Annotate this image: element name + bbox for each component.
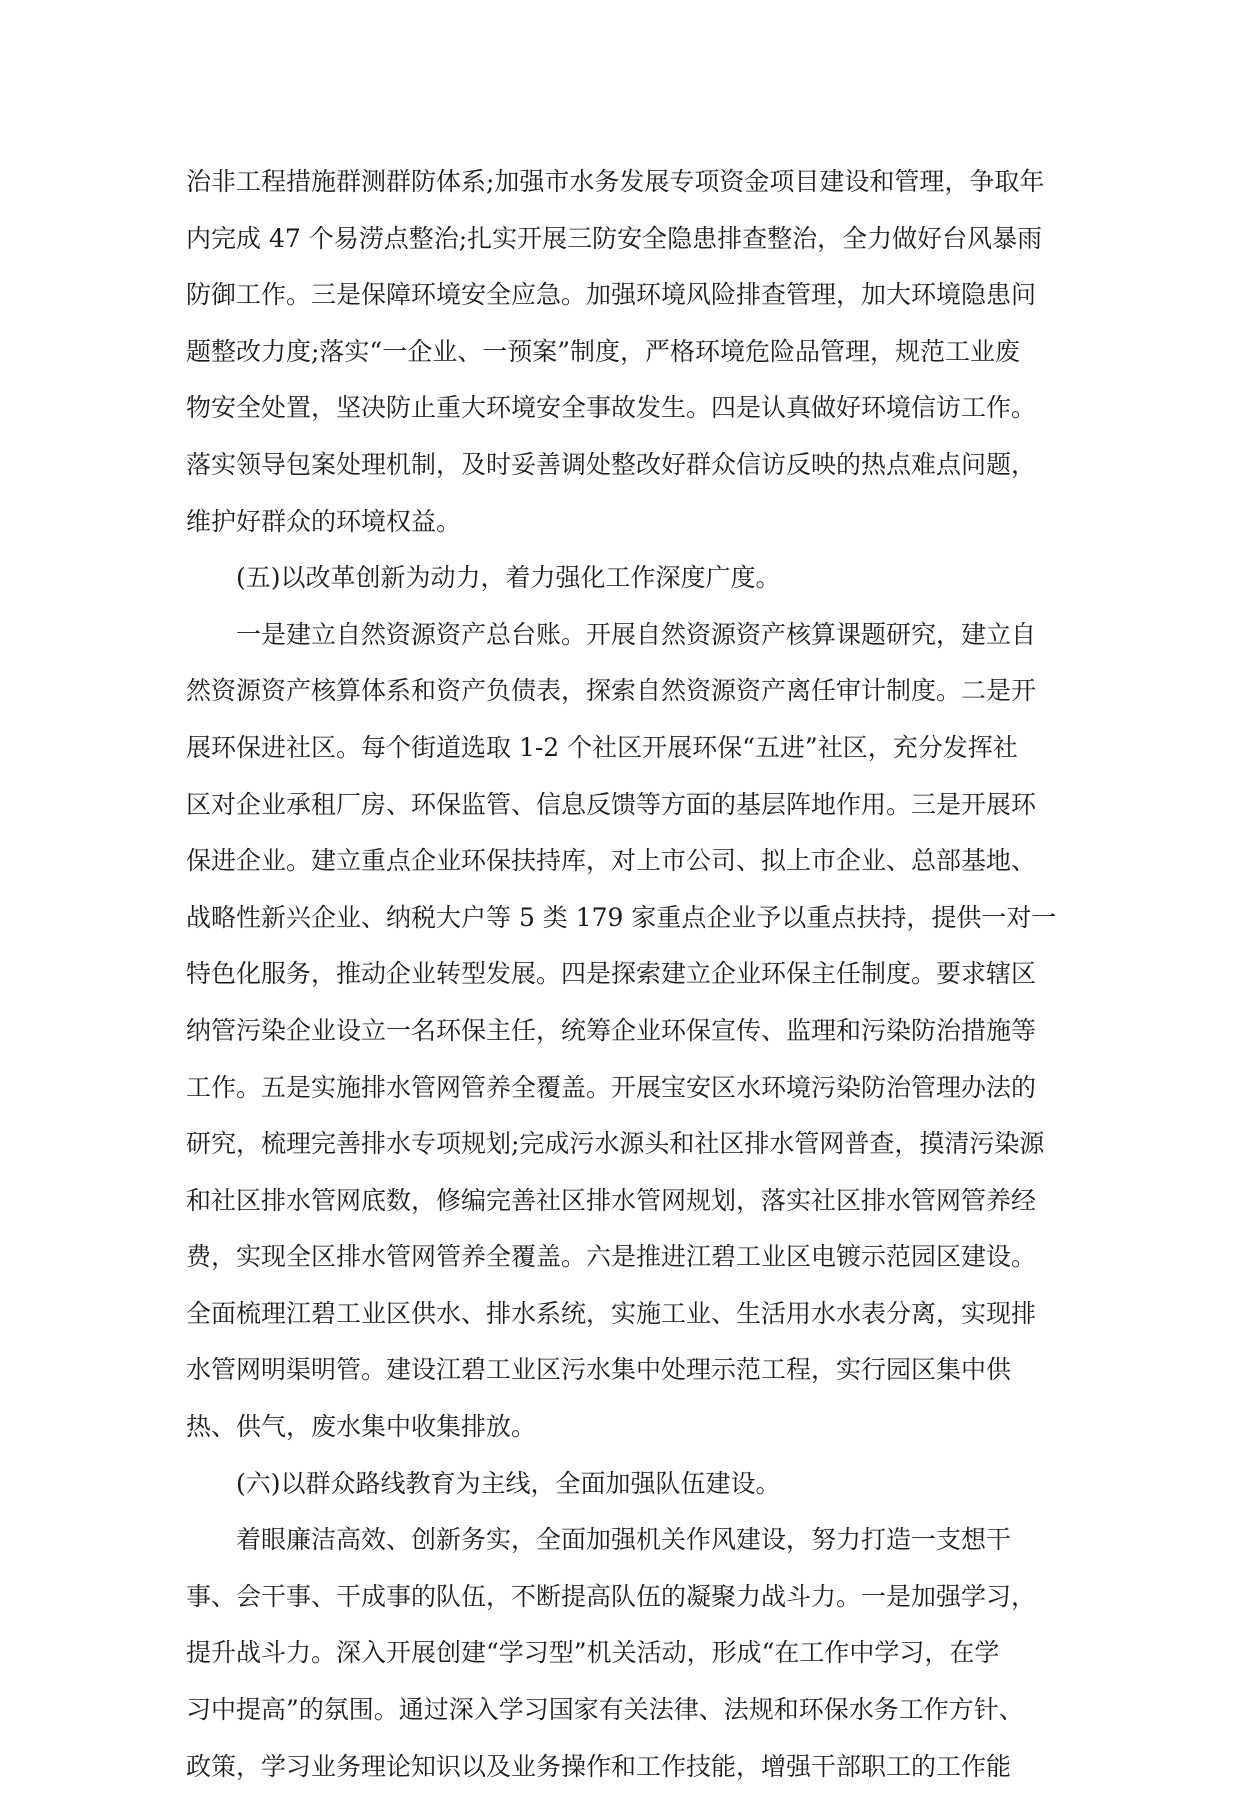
text-line: 题整改力度;落实“一企业、一预案”制度，严格环境危险品管理，规范工业废: [186, 336, 1020, 366]
text-line: 热、供气，废水集中收集排放。: [186, 1412, 537, 1442]
text-line: 水管网明渠明管。建设江碧工业区污水集中处理示范工程，实行园区集中供: [186, 1355, 1012, 1385]
section-heading: (五)以改革创新为动力，着力强化工作深度广度。: [186, 563, 781, 593]
text-line: 工作。五是实施排水管网管养全覆盖。开展宝安区水环境污染防治管理办法的: [186, 1072, 1037, 1102]
text-line: 区对企业承租厂房、环保监管、信息反馈等方面的基层阵地作用。三是开展环: [186, 789, 1037, 819]
text-line: 内完成 47 个易涝点整治;扎实开展三防安全隐患排查整治，全力做好台风暴雨: [186, 223, 1043, 253]
text-line: 落实领导包案处理机制，及时妥善调处整改好群众信访反映的热点难点问题，: [186, 449, 1037, 479]
text-line: 全面梳理江碧工业区供水、排水系统，实施工业、生活用水水表分离，实现排: [186, 1298, 1037, 1328]
text-line: 保进企业。建立重点企业环保扶持库，对上市公司、拟上市企业、总部基地、: [186, 846, 1037, 876]
text-line: 战略性新兴企业、纳税大户等 5 类 179 家重点企业予以重点扶持，提供一对一: [186, 902, 1056, 932]
text-line: 提升战斗力。深入开展创建“学习型”机关活动，形成“在工作中学习，在学: [186, 1638, 1000, 1668]
text-line: 一是建立自然资源资产总台账。开展自然资源资产核算课题研究，建立自: [186, 619, 1037, 649]
text-line: 费，实现全区排水管网管养全覆盖。六是推进江碧工业区电镀示范园区建设。: [186, 1242, 1037, 1272]
text-line: 纳管污染企业设立一名环保主任，统筹企业环保宣传、监理和污染防治措施等: [186, 1015, 1037, 1045]
body-text: [186, 154, 1056, 1795]
text-line: 事、会干事、干成事的队伍，不断提高队伍的凝聚力战斗力。一是加强学习，: [186, 1581, 1037, 1611]
text-line: 维护好群众的环境权益。: [186, 506, 462, 536]
text-line: 特色化服务，推动企业转型发展。四是探索建立企业环保主任制度。要求辖区: [186, 959, 1037, 989]
text-line: 治非工程措施群测群防体系;加强市水务发展专项资金项目建设和管理，争取年: [186, 167, 1045, 196]
text-line: 展环保进社区。每个街道选取 1-2 个社区开展环保“五进”社区，充分发挥社: [186, 732, 1018, 762]
text-line: 然资源资产核算体系和资产负债表，探索自然资源资产离任审计制度。二是开: [186, 676, 1037, 706]
text-line: 着眼廉洁高效、创新务实，全面加强机关作风建设，努力打造一支想干: [186, 1525, 1012, 1555]
text-line: 政策，学习业务理论知识以及业务操作和工作技能，增强干部职工的工作能: [186, 1751, 1012, 1781]
text-line: 研究，梳理完善排水专项规划;完成污水源头和社区排水管网普查，摸清污染源: [186, 1129, 1045, 1159]
text-line: 和社区排水管网底数，修编完善社区排水管网规划，落实社区排水管网管养经: [186, 1185, 1037, 1215]
text-line: 习中提高”的氛围。通过深入学习国家有关法律、法规和环保水务工作方针、: [186, 1695, 1024, 1725]
text-line: 防御工作。三是保障环境安全应急。加强环境风险排查管理，加大环境隐患问: [186, 280, 1037, 310]
text-line: 物安全处置，坚决防止重大环境安全事故发生。四是认真做好环境信访工作。: [186, 393, 1037, 423]
section-heading: (六)以群众路线教育为主线，全面加强队伍建设。: [186, 1468, 781, 1498]
